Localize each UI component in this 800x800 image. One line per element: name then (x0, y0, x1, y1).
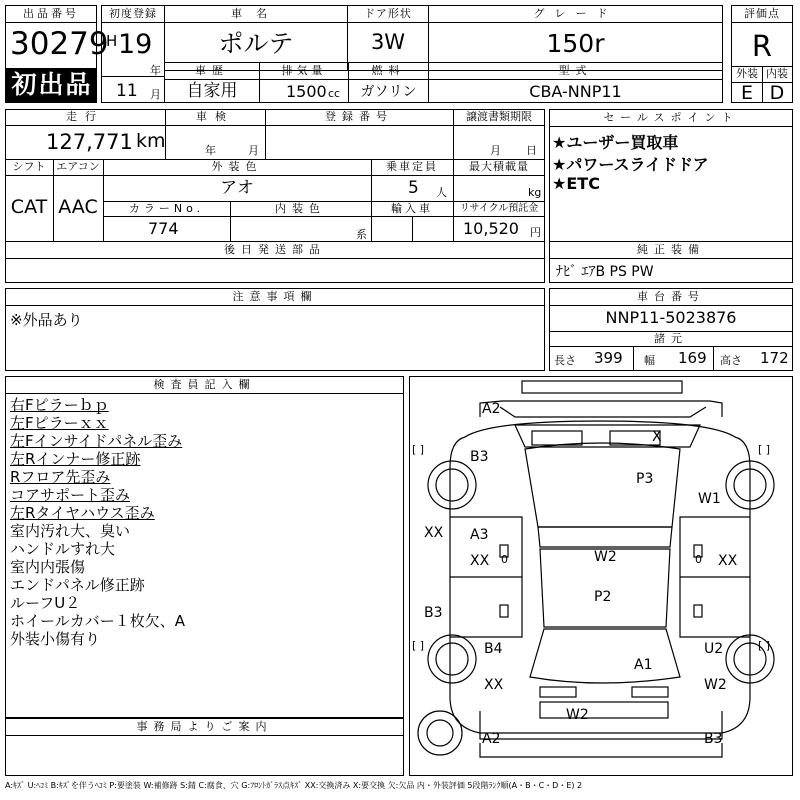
mark-b3-bottom: B3 (704, 731, 723, 747)
lot-number-block (5, 5, 109, 103)
shift-label: シフト (12, 160, 46, 173)
mark-zero-right: 0 (695, 553, 702, 566)
mileage-unit: km (136, 130, 166, 152)
recycle-unit: 円 (530, 226, 541, 239)
mark-xx-right: XX (718, 553, 738, 569)
interior-score: D (769, 82, 785, 104)
fuel-label: 燃料 (371, 64, 406, 77)
equipment-block (549, 241, 793, 283)
later-parts-label: 後日発送部品 (224, 243, 326, 256)
grade-label: グレード (533, 7, 618, 20)
displacement: 1500 (286, 82, 327, 101)
grade: 150r (546, 29, 605, 58)
caution-text: ※外品あり (10, 311, 83, 329)
first-registration-block (101, 5, 165, 103)
lot-label: 出品番号 (23, 7, 79, 20)
length-label: 長さ (554, 354, 576, 367)
width-label: 幅 (644, 354, 655, 367)
mark-xx-left: XX (424, 525, 444, 541)
inspection-label: 車検 (196, 110, 234, 123)
inspection-month-unit: 月 (248, 144, 259, 157)
inspector-note-line: 左Fピラーｘｘ (10, 414, 109, 432)
inspector-notes (10, 396, 400, 648)
shift: CAT (10, 196, 48, 218)
mark-w1: W1 (698, 491, 721, 507)
inspector-note-line: 左Rインナー修正跡 (10, 450, 141, 468)
chassis-number: NNP11-5023876 (605, 308, 737, 327)
displacement-label: 排気量 (281, 64, 327, 77)
office-label: 事務局よりご案内 (136, 720, 273, 733)
height-label: 高さ (720, 354, 742, 367)
inspector-note-line: コアサポート歪み (10, 486, 131, 504)
era: H (106, 32, 118, 50)
mark-p3: P3 (636, 471, 654, 487)
mark-bracket: [ ] (412, 639, 425, 652)
mark-w2-bottom: W2 (566, 707, 589, 723)
equipment-label: 純正装備 (637, 243, 705, 256)
sales-point: ★ETC (552, 174, 600, 193)
sales-points-block (549, 109, 793, 242)
mark-u2: U2 (704, 641, 724, 657)
mark-b4: B4 (484, 641, 503, 657)
ac-label: エアコン (56, 160, 100, 173)
recycle-label: リサイクル預託金 (459, 203, 539, 214)
height: 172 (760, 349, 789, 367)
mark-w2-mid: W2 (594, 549, 617, 565)
ext-color: アオ (220, 178, 254, 198)
mark-bracket: [ ] (412, 443, 425, 456)
mark-w2-right: W2 (704, 677, 727, 693)
inspector-note-line: 外装小傷有り (10, 630, 101, 648)
length: 399 (594, 349, 623, 367)
inspector-block (5, 376, 404, 718)
chassis-label: 車台番号 (637, 290, 705, 303)
load-label: 最大積載量 (469, 160, 529, 173)
dims-label: 諸元 (654, 332, 688, 345)
legend: A:ｷｽﾞ U:ﾍｺﾐ B:ｷｽﾞを伴うﾍｺﾐ P:要塗装 W:補修跡 S:錆 C:腐食、穴 G:ﾌﾛﾝﾄｶﾞﾗｽ点ｷｽﾞ XX:交換済み X:要交換 欠:欠品 内・外装評価 5段階ﾗﾝｸ順(A・B・C・D・E) 2 (5, 781, 583, 790)
mark-a2-top: A2 (482, 401, 501, 417)
car-name: ポルテ (218, 29, 294, 58)
interior-label: 内装 (766, 67, 788, 80)
inspector-note-line: ホイールカバー１枚欠、A (10, 612, 185, 630)
mark-b3-left2: B3 (424, 605, 443, 621)
transfer-month-unit: 月 (490, 144, 501, 157)
mileage: 127,771 (46, 130, 133, 154)
month-unit: 月 (150, 88, 161, 101)
color-no-label: カラーNo. (128, 202, 205, 215)
car-name-label: 車名 (231, 7, 281, 20)
later-parts-block (5, 241, 545, 283)
mark-x-top: X (652, 429, 662, 445)
mark-b3-left: B3 (470, 449, 489, 465)
sales-label: セールスポイント (603, 111, 739, 124)
exterior-label: 外装 (736, 67, 758, 80)
inspector-label: 検査員記入欄 (153, 378, 256, 391)
inspector-note-line: エンドパネル修正跡 (10, 576, 145, 594)
inspector-note-line: 左Rタイヤハウス歪み (10, 504, 155, 522)
score-label: 評価点 (744, 7, 780, 20)
chassis-block (549, 288, 793, 371)
history-block (164, 62, 260, 103)
inspector-note-line: 室内汚れ大、臭い (10, 522, 131, 540)
int-color-unit: 系 (356, 228, 367, 241)
mark-bracket: [ ] (758, 443, 771, 456)
history: 自家用 (186, 81, 238, 101)
capacity: 5 (408, 178, 419, 198)
exterior-score: E (740, 82, 753, 104)
office-block (5, 718, 404, 776)
mark-p2: P2 (594, 589, 612, 605)
inspector-note-line: ルーフU２ (10, 594, 81, 612)
model-label: 型式 (558, 64, 593, 77)
caution-label: 注意事項欄 (232, 290, 318, 303)
car-outline (410, 377, 792, 775)
first-listing-label: 初出品 (11, 70, 93, 99)
sales-point: ★ユーザー買取車 (552, 133, 679, 152)
sales-point: ★パワースライドドア (552, 155, 709, 174)
capacity-label: 乗車定員 (386, 160, 438, 173)
inspection-year-unit: 年 (205, 144, 216, 157)
mark-xx-left2: XX (470, 553, 490, 569)
model: CBA-NNP11 (529, 82, 622, 101)
first-reg-year: 19 (118, 29, 153, 60)
fuel-block (348, 62, 429, 103)
caution-block (5, 288, 545, 371)
history-label: 車歴 (195, 64, 229, 77)
mark-a1: A1 (634, 657, 653, 673)
mark-a3: A3 (470, 527, 489, 543)
import-label: 輸入車 (391, 202, 433, 215)
score-block (731, 5, 793, 103)
score: R (751, 29, 773, 63)
recycle: 10,520 (463, 219, 519, 238)
first-reg-label: 初度登録 (109, 7, 157, 20)
inspector-note-line: 室内内張傷 (10, 558, 86, 576)
transfer-day-unit: 日 (526, 144, 537, 157)
car-damage-diagram (409, 376, 793, 776)
mark-bracket: [ ] (758, 639, 771, 652)
mark-a2-bottom: A2 (482, 731, 501, 747)
width: 169 (678, 349, 707, 367)
displacement-block (259, 62, 349, 103)
mark-zero-left: 0 (501, 553, 508, 566)
year-unit: 年 (150, 64, 161, 77)
color-no: 774 (148, 219, 179, 238)
first-reg-month: 11 (116, 81, 138, 101)
equipment: ﾅﾋﾞ ｴｱB PS PW (556, 264, 654, 280)
displacement-unit: cc (328, 87, 341, 100)
ext-color-label: 外装色 (211, 160, 263, 173)
ac: AAC (58, 196, 98, 218)
load-unit: kg (528, 186, 542, 199)
mileage-label: 走行 (66, 110, 104, 123)
transfer-label: 譲渡書類期限 (466, 110, 532, 123)
reg-no-label: 登録番号 (325, 110, 393, 123)
mark-xx-left3: XX (484, 677, 504, 693)
fuel: ガソリン (360, 84, 417, 100)
door-label: ドア形状 (364, 7, 412, 20)
inspector-note-line: ハンドルすれ大 (10, 540, 116, 558)
inspector-note-line: Rフロア先歪み (10, 468, 111, 486)
capacity-unit: 人 (436, 186, 447, 199)
inspector-note-line: 右Fピラーｂｐ (10, 396, 109, 414)
inspector-note-line: 左Fインサイドパネル歪み (10, 432, 183, 450)
door-type: 3W (370, 30, 406, 54)
model-block (428, 62, 723, 103)
lot-number: 30279 (10, 26, 109, 62)
int-color-label: 内装色 (275, 202, 326, 215)
